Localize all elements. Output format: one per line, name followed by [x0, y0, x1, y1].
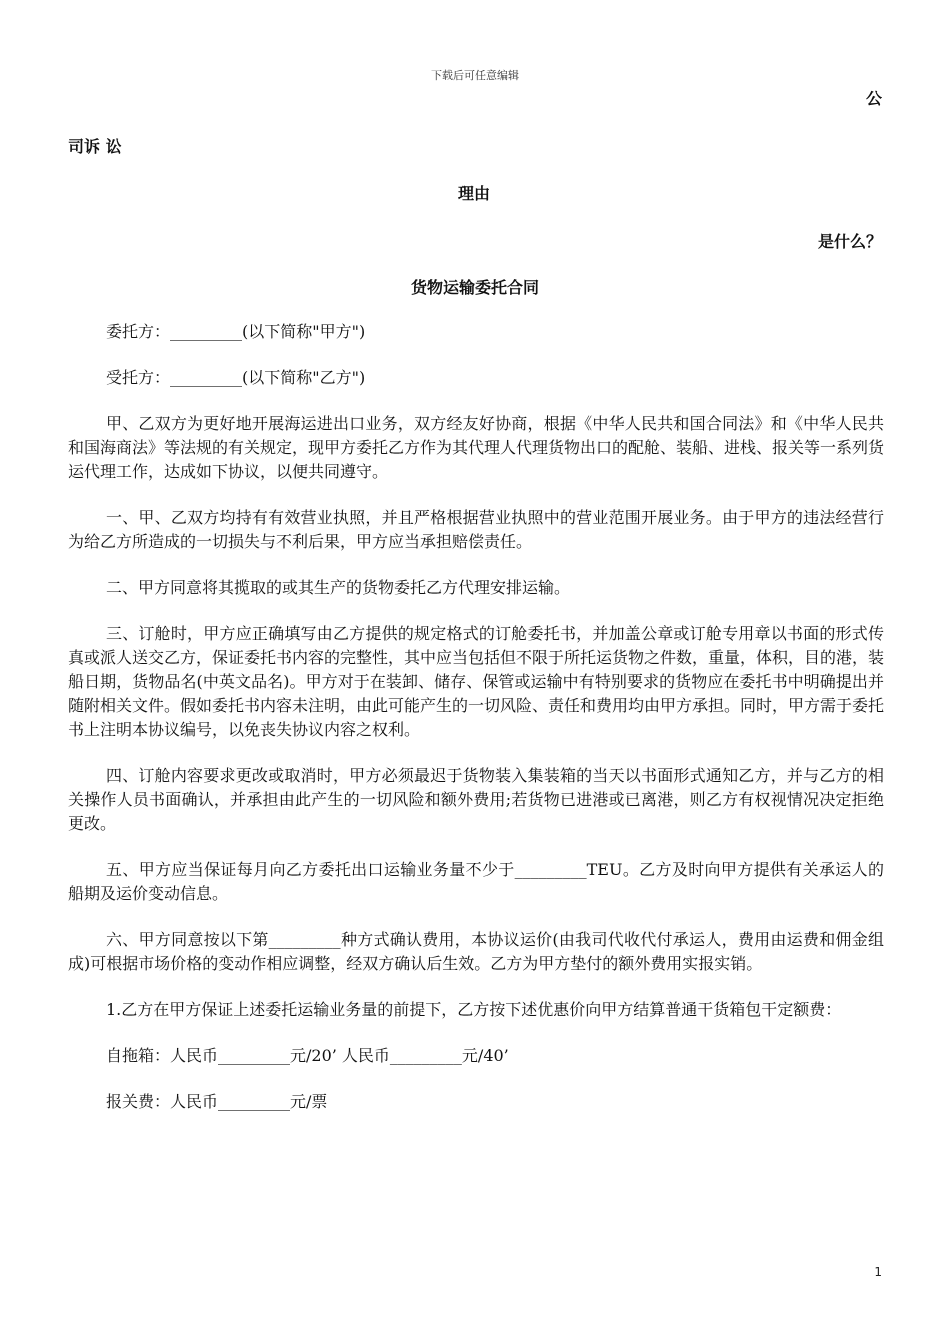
paragraph-clause-4: 四、订舱内容要求更改或取消时，甲方必须最迟于货物装入集装箱的当天以书面形式通知乙方，并与乙方的相关操作人员书面确认，并承担由此产生的一切风险和额外费用;若货物已进港或已离港，则乙方有权视情况决定拒绝更改。 — [68, 766, 884, 833]
fragment-liyou: 理由 — [458, 184, 491, 203]
paragraph-clause-5: 五、甲方应当保证每月向乙方委托出口运输业务量不少于_________TEU。乙方及时向甲方提供有关承运人的船期及运价变动信息。 — [68, 860, 884, 903]
document-title: 货物运输委托合同 — [410, 278, 539, 297]
paragraph-clause-1: 一、甲、乙双方均持有有效营业执照，并且严格根据营业执照中的营业范围开展业务。由于甲方的违法经营行为给乙方所造成的一切损失与不利后果，甲方应当承担赔偿责任。 — [68, 508, 884, 551]
paragraph-entrusting-party: 委托方：_________(以下简称"甲方") — [106, 322, 366, 341]
paragraph-entrusted-party: 受托方：_________(以下简称"乙方") — [106, 368, 366, 387]
paragraph-clause-6-item-1: 1.乙方在甲方保证上述委托运输业务量的前提下，乙方按下述优惠价向甲方结算普通干货箱包干定额费： — [106, 1000, 842, 1019]
document-body — [68, 320, 884, 1136]
paragraph-customs-fee: 报关费：人民币_________元/票 — [106, 1092, 328, 1111]
fragment-shishenme: 是什么？ — [817, 232, 882, 251]
paragraph-clause-6: 六、甲方同意按以下第_________种方式确认费用，本协议运价(由我司代收代付承运人，费用由运费和佣金组成)可根据市场价格的变动作相应调整，经双方确认后生效。乙方为甲方垫付的额外费用实报实销。 — [68, 930, 884, 973]
fragment-sisu: 司诉 讼 — [68, 137, 122, 156]
paragraph-preamble: 甲、乙双方为更好地开展海运进出口业务，双方经友好协商，根据《中华人民共和国合同法》和《中华人民共和国海商法》等法规的有关规定，现甲方委托乙方作为其代理人代理货物出口的配舱、装船、进栈、报关等一系列货运代理工作，达成如下协议，以便共同遵守。 — [68, 414, 885, 481]
page-number: 1 — [874, 1265, 882, 1279]
paragraph-clause-3: 三、订舱时，甲方应正确填写由乙方提供的规定格式的订舱委托书，并加盖公章或订舱专用章以书面的形式传真或派人送交乙方，保证委托书内容的完整性，其中应当包括但不限于所托运货物之件数，重量，体积，目的港，装船日期，货物品名(中英文品名)。甲方对于在装卸、储存、保管或运输中有特别要求的货物应在委托书中明确提出并随附相关文件。假如委托书内容未注明，由此可能产生的一切风险、责任和费用均由甲方承担。同时，甲方需于委托书上注明本协议编号，以免丧失协议内容之权利。 — [68, 624, 885, 739]
paragraph-towing-fee: 自拖箱：人民币_________元/20’ 人民币_________元/40’ — [106, 1046, 509, 1065]
paragraph-clause-2: 二、甲方同意将其揽取的或其生产的货物委托乙方代理安排运输。 — [106, 578, 571, 597]
fragment-gong: 公 — [865, 89, 882, 108]
header-note: 下载后可任意编辑 — [431, 69, 519, 82]
